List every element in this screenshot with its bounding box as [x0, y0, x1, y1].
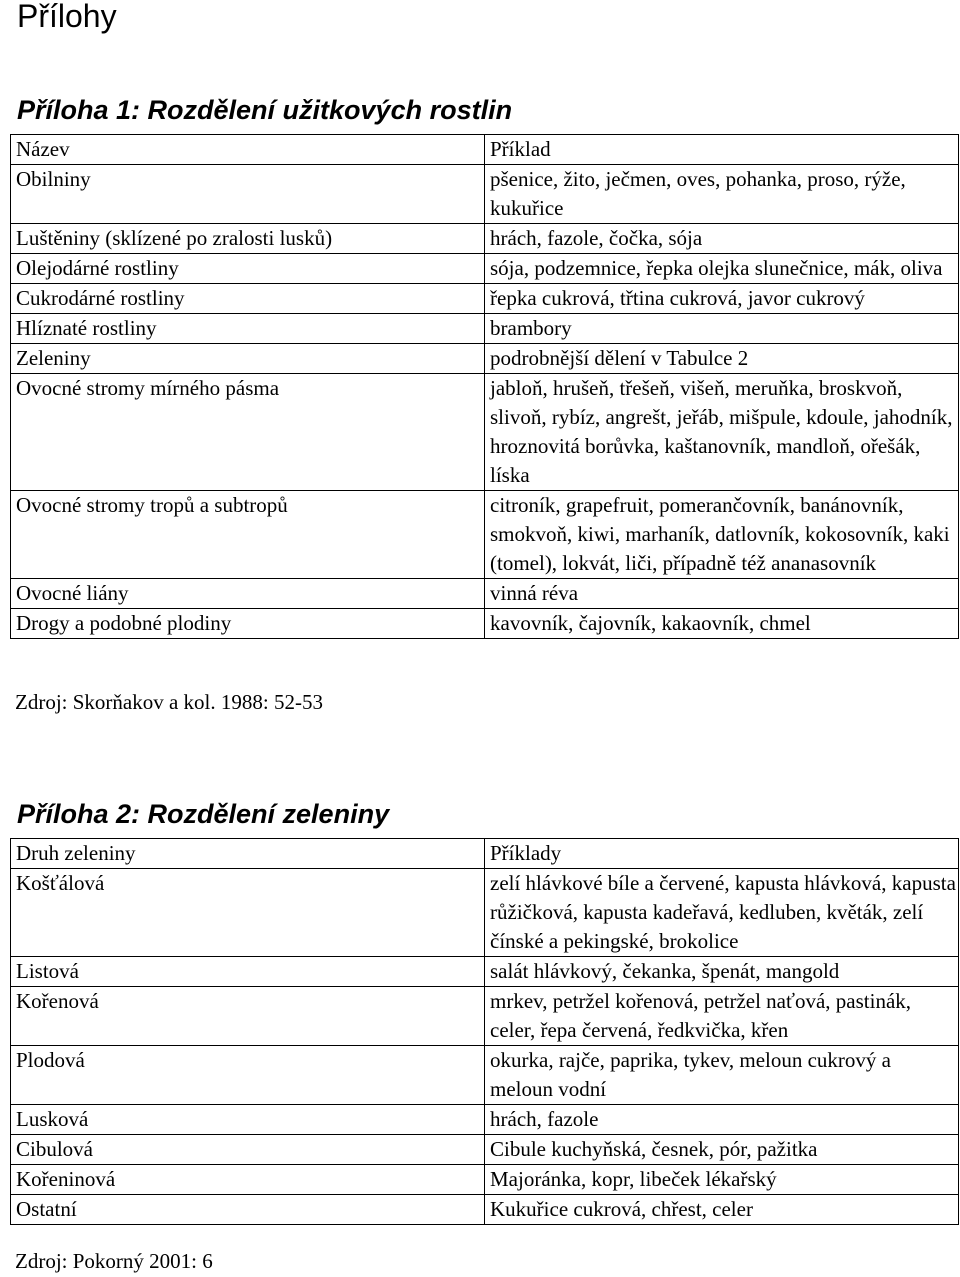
header-cell-examples: Příklady [485, 839, 959, 869]
row-examples-cell: pšenice, žito, ječmen, oves, pohanka, proso, rýže, kukuřice [485, 165, 959, 224]
row-examples-cell: Majoránka, kopr, libeček lékařský [485, 1165, 959, 1195]
table-row [11, 1135, 959, 1165]
table-row [11, 987, 959, 1046]
table-row [11, 284, 959, 314]
row-examples-cell: hrách, fazole, čočka, sója [485, 224, 959, 254]
page-title: Přílohy [17, 0, 117, 34]
table-header-row [11, 839, 959, 869]
row-examples-cell: citroník, grapefruit, pomerančovník, banánovník, smokvoň, kiwi, marhaník, datlovník, kokosovník, kaki (tomel), lokvát, liči, případně též ananasovník [485, 491, 959, 579]
row-examples-cell: Cibule kuchyňská, česnek, pór, pažitka [485, 1135, 959, 1165]
vegetables-table-body [11, 839, 959, 1225]
row-category-cell: Kořenová [11, 987, 485, 1046]
table-row [11, 1195, 959, 1225]
row-examples-cell: mrkev, petržel kořenová, petržel naťová, pastinák, celer, řepa červená, ředkvička, křen [485, 987, 959, 1046]
appendix-2-heading: Příloha 2: Rozdělení zeleniny [17, 799, 390, 829]
table-row [11, 579, 959, 609]
row-category-cell: Cukrodárné rostliny [11, 284, 485, 314]
vegetables-classification-table [10, 838, 959, 1225]
row-examples-cell: okurka, rajče, paprika, tykev, meloun cukrový a meloun vodní [485, 1046, 959, 1105]
plants-classification-table [10, 134, 959, 639]
row-examples-cell: sója, podzemnice, řepka olejka slunečnice, mák, oliva [485, 254, 959, 284]
plants-table-body [11, 135, 959, 639]
row-category-cell: Lusková [11, 1105, 485, 1135]
row-examples-cell: brambory [485, 314, 959, 344]
row-examples-cell: podrobnější dělení v Tabulce 2 [485, 344, 959, 374]
row-examples-cell: vinná réva [485, 579, 959, 609]
row-examples-cell: salát hlávkový, čekanka, špenát, mangold [485, 957, 959, 987]
appendix-2-source: Zdroj: Pokorný 2001: 6 [15, 1249, 213, 1273]
row-category-cell: Obilniny [11, 165, 485, 224]
row-category-cell: Ostatní [11, 1195, 485, 1225]
table-row [11, 609, 959, 639]
header-cell-type: Druh zeleniny [11, 839, 485, 869]
table-row [11, 254, 959, 284]
row-category-cell: Ovocné liány [11, 579, 485, 609]
table-row [11, 491, 959, 579]
row-examples-cell: zelí hlávkové bíle a červené, kapusta hlávková, kapusta růžičková, kapusta kadeřavá, kedluben, květák, zelí čínské a pekingské, brokolice [485, 869, 959, 957]
header-cell-example: Příklad [485, 135, 959, 165]
row-category-cell: Luštěniny (sklízené po zralosti lusků) [11, 224, 485, 254]
row-category-cell: Listová [11, 957, 485, 987]
table-row [11, 869, 959, 957]
row-category-cell: Hlíznaté rostliny [11, 314, 485, 344]
appendix-1-source: Zdroj: Skorňakov a kol. 1988: 52-53 [15, 690, 323, 714]
table-row [11, 1165, 959, 1195]
row-category-cell: Plodová [11, 1046, 485, 1105]
row-examples-cell: řepka cukrová, třtina cukrová, javor cukrový [485, 284, 959, 314]
table-row [11, 224, 959, 254]
row-examples-cell: jabloň, hrušeň, třešeň, višeň, meruňka, broskvoň, slivoň, rybíz, angrešt, jeřáb, mišpule, kdoule, jahodník, hroznovitá borůvka, kaštanovník, mandloň, ořešák, líska [485, 374, 959, 491]
appendix-1-heading: Příloha 1: Rozdělení užitkových rostlin [17, 95, 513, 125]
row-category-cell: Drogy a podobné plodiny [11, 609, 485, 639]
table-row [11, 314, 959, 344]
row-category-cell: Cibulová [11, 1135, 485, 1165]
row-examples-cell: Kukuřice cukrová, chřest, celer [485, 1195, 959, 1225]
header-cell-name: Název [11, 135, 485, 165]
row-examples-cell: kavovník, čajovník, kakaovník, chmel [485, 609, 959, 639]
table-row [11, 344, 959, 374]
table-row [11, 957, 959, 987]
table-row [11, 374, 959, 491]
row-category-cell: Ovocné stromy mírného pásma [11, 374, 485, 491]
row-category-cell: Zeleniny [11, 344, 485, 374]
row-examples-cell: hrách, fazole [485, 1105, 959, 1135]
table-row [11, 165, 959, 224]
row-category-cell: Kořeninová [11, 1165, 485, 1195]
table-header-row [11, 135, 959, 165]
row-category-cell: Košťálová [11, 869, 485, 957]
table-row [11, 1105, 959, 1135]
row-category-cell: Ovocné stromy tropů a subtropů [11, 491, 485, 579]
row-category-cell: Olejodárné rostliny [11, 254, 485, 284]
table-row [11, 1046, 959, 1105]
